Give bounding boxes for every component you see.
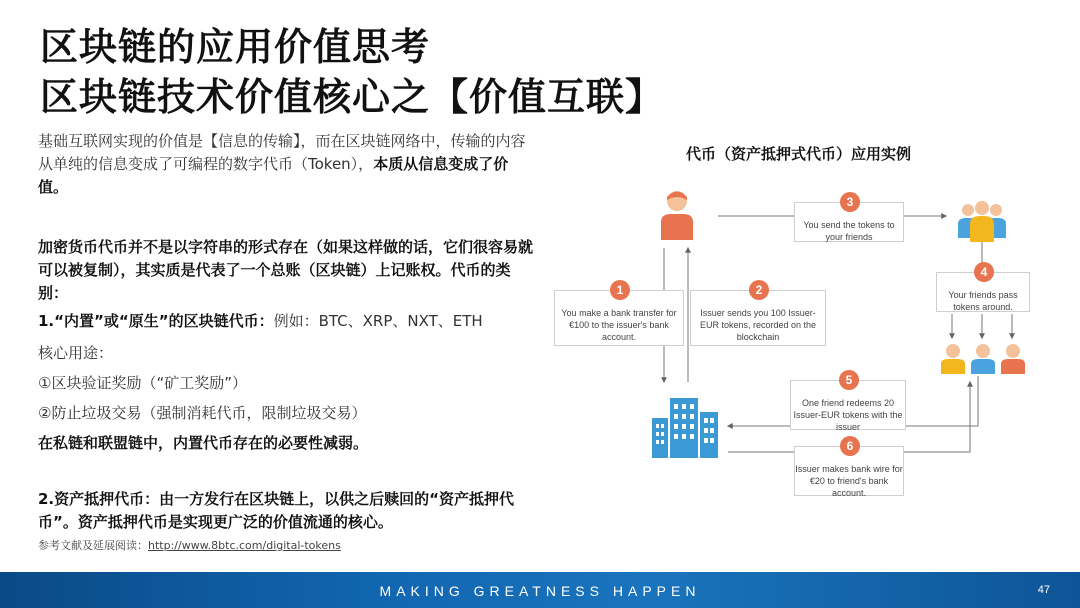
step-5-box bbox=[790, 373, 906, 432]
step-1-number: 1 bbox=[610, 280, 630, 300]
friend-orange-icon bbox=[1000, 342, 1026, 374]
step-2-box bbox=[690, 283, 826, 346]
step-4-box bbox=[936, 265, 1030, 312]
footer-tagline: MAKING GREATNESS HAPPEN bbox=[379, 583, 701, 599]
step-1-text: You make a bank transfer for €100 to the issuer's bank account. bbox=[561, 308, 677, 342]
reference-label: 参考文献及延展阅读： bbox=[38, 539, 148, 552]
friend-blue-icon bbox=[970, 342, 996, 374]
item-native-examples: 例如：BTC、XRP、NXT、ETH bbox=[273, 312, 483, 330]
step-6-box bbox=[794, 439, 904, 498]
step-3-number: 3 bbox=[840, 192, 860, 212]
friend-yellow-icon bbox=[940, 342, 966, 374]
step-2-number: 2 bbox=[749, 280, 769, 300]
core-use-label: 核心用途： bbox=[38, 344, 114, 362]
item-native-token bbox=[38, 310, 483, 331]
intro-text: 基础互联网实现的价值是【信息的传输】，而在区块链网络中，传输的内容从单纯的信息变成了可编程的数字代币（Token）， bbox=[38, 132, 526, 173]
intro-paragraph bbox=[38, 130, 538, 199]
token-flow-diagram bbox=[548, 168, 1046, 498]
step-6-text: Issuer makes bank wire for €20 to friend's bank account. bbox=[795, 464, 903, 498]
diagram-title: 代币（资产抵押式代币）应用实例 bbox=[686, 145, 912, 163]
step-4-number: 4 bbox=[974, 262, 994, 282]
asset-token-paragraph: 2.资产抵押代币：由一方发行在区块链上，以供之后赎回的“资产抵押代币”。资产抵押代币是实现更广泛的价值流通的核心。 bbox=[38, 490, 514, 531]
step-3-text: You send the tokens to your friends bbox=[803, 220, 895, 242]
step-3-box bbox=[794, 195, 904, 242]
intro-emphasis: 本质从信息变成了价值。 bbox=[38, 155, 509, 196]
use-block-reward: ①区块验证奖励（“矿工奖励”） bbox=[38, 374, 247, 392]
reference bbox=[38, 537, 341, 553]
use-anti-spam: ②防止垃圾交易（强制消耗代币，限制垃圾交易） bbox=[38, 404, 367, 422]
item-native-label: 1.“内置”或“原生”的区块链代币： bbox=[38, 312, 274, 330]
reference-link[interactable]: http://www.8btc.com/digital-tokens bbox=[148, 539, 341, 552]
step-2-text: Issuer sends you 100 Issuer-EUR tokens, recorded on the blockchain bbox=[699, 308, 817, 342]
step-5-number: 5 bbox=[839, 370, 859, 390]
slide-title-line2: 区块链技术价值核心之【价值互联】 bbox=[40, 75, 665, 119]
token-paragraph: 加密货币代币并不是以字符串的形式存在（如果这样做的话，它们很容易就可以被复制），其实质是代表了一个总账（区块链）上记账权。代币的类别： bbox=[38, 238, 534, 302]
slide-title-line1: 区块链的应用价值思考 bbox=[40, 25, 431, 69]
page-number: 47 bbox=[1037, 584, 1050, 596]
bank-building-icon bbox=[652, 396, 718, 458]
friends-group-icon bbox=[958, 198, 1006, 242]
user-icon bbox=[660, 188, 694, 240]
step-1-box bbox=[554, 283, 684, 346]
conclusion-text: 在私链和联盟链中，内置代币存在的必要性减弱。 bbox=[38, 434, 369, 452]
footer-bar bbox=[0, 572, 1080, 608]
step-5-text: One friend redeems 20 Issuer-EUR tokens with the issuer bbox=[793, 398, 903, 432]
step-4-text: Your friends pass tokens around. bbox=[948, 290, 1018, 312]
step-6-number: 6 bbox=[840, 436, 860, 456]
